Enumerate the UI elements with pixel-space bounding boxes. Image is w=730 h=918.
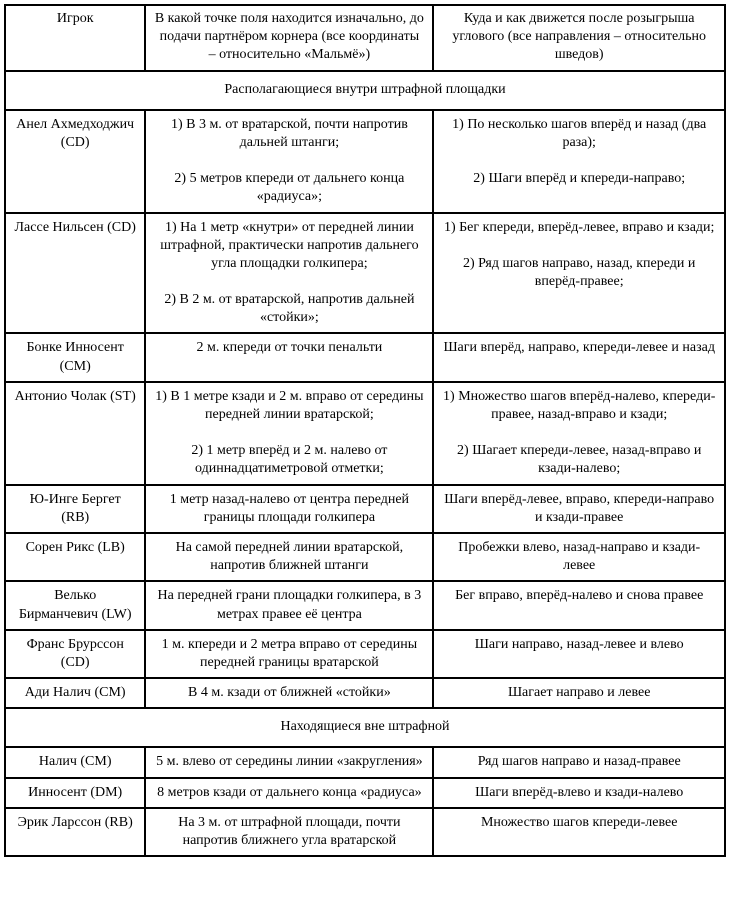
position-cell bbox=[145, 213, 433, 334]
movement-cell bbox=[433, 533, 725, 581]
position-cell bbox=[145, 581, 433, 629]
movement-cell-text: 1) По несколько шагов вперёд и назад (два раза); bbox=[452, 116, 707, 150]
player-cell bbox=[5, 213, 145, 334]
movement-cell bbox=[433, 630, 725, 678]
movement-cell bbox=[433, 333, 725, 381]
corner-kick-positions-table bbox=[4, 4, 726, 857]
table-row bbox=[5, 581, 725, 629]
position-cell bbox=[145, 533, 433, 581]
position-cell-text: 1 м. кпереди и 2 метра вправо от середины передней границы вратарской bbox=[161, 636, 418, 670]
section-title: Находящиеся вне штрафной bbox=[5, 708, 725, 747]
movement-cell-text: Шаги вперёд-левее, вправо, кпереди-направо и кзади-правее bbox=[444, 491, 715, 525]
movement-cell-text: 2) Ряд шагов направо, назад, кпереди и вперёд-правее; bbox=[462, 255, 696, 289]
player-cell bbox=[5, 485, 145, 533]
position-cell bbox=[145, 485, 433, 533]
table-row bbox=[5, 110, 725, 213]
position-cell bbox=[145, 382, 433, 485]
movement-cell-text: Бег вправо, вперёд-налево и снова правее bbox=[455, 588, 704, 604]
player-cell bbox=[5, 808, 145, 856]
position-cell bbox=[145, 747, 433, 777]
position-cell-text: 2) 5 метров кпереди от дальнего конца «радиуса»; bbox=[174, 171, 405, 205]
table-row bbox=[5, 747, 725, 777]
player-cell-text: Велько Бирманчевич (LW) bbox=[18, 588, 132, 622]
player-cell bbox=[5, 581, 145, 629]
movement-cell-text: Шаги направо, назад-левее и влево bbox=[474, 636, 684, 652]
movement-cell-text: Шаги вперёд, направо, кпереди-левее и назад bbox=[443, 340, 715, 356]
table-row bbox=[5, 533, 725, 581]
movement-cell-text: Ряд шагов направо и назад-правее bbox=[477, 754, 681, 770]
movement-cell bbox=[433, 747, 725, 777]
player-cell-text: Инносент (DM) bbox=[28, 784, 123, 800]
position-cell-text: На самой передней линии вратарской, напротив ближней штанги bbox=[175, 539, 404, 574]
position-cell-text: 5 м. влево от середины линии «закругления» bbox=[156, 754, 423, 770]
movement-cell-text: 2) Шагает кпереди-левее, назад-вправо и кзади-налево; bbox=[457, 443, 702, 477]
movement-cell bbox=[433, 485, 725, 533]
player-cell-text: Ади Налич (СМ) bbox=[24, 685, 126, 701]
movement-cell bbox=[433, 581, 725, 629]
player-cell bbox=[5, 630, 145, 678]
player-cell-text: Анел Ахмедходжич (CD) bbox=[16, 116, 135, 150]
position-cell-text: 2) 1 метр вперёд и 2 м. налево от одиннадцатиметровой отметки; bbox=[191, 443, 388, 477]
position-cell-text: 8 метров кзади от дальнего конца «радиуса» bbox=[157, 784, 422, 800]
table-row bbox=[5, 333, 725, 381]
player-cell bbox=[5, 533, 145, 581]
player-cell bbox=[5, 110, 145, 213]
table-row bbox=[5, 382, 725, 485]
table-row bbox=[5, 630, 725, 678]
movement-cell-text: Шаги вперёд-влево и кзади-налево bbox=[475, 784, 684, 800]
movement-cell bbox=[433, 808, 725, 856]
player-cell-text: Франс Брурссон (CD) bbox=[26, 636, 124, 670]
position-cell bbox=[145, 778, 433, 808]
table-row bbox=[5, 485, 725, 533]
player-cell bbox=[5, 382, 145, 485]
position-cell-text: В 4 м. кзади от ближней «стойки» bbox=[188, 685, 391, 701]
table-row bbox=[5, 808, 725, 856]
player-cell-text: Лассе Нильсен (CD) bbox=[14, 219, 136, 235]
header-row bbox=[5, 5, 725, 71]
movement-cell-text: Множество шагов кпереди-левее bbox=[480, 814, 678, 830]
position-cell-text: 1) В 1 метре кзади и 2 м. вправо от середины передней линии вратарской; bbox=[155, 388, 424, 422]
section-row bbox=[5, 708, 725, 747]
position-cell-text: 1) На 1 метр «кнутри» от передней линии штрафной, практически напротив дальнего угла площадки голкипера; bbox=[160, 219, 419, 271]
player-cell-text: Ю-Инге Бергет (RB) bbox=[29, 491, 121, 525]
section-row bbox=[5, 71, 725, 110]
table-row bbox=[5, 778, 725, 808]
player-cell-text: Сорен Рикс (LB) bbox=[25, 539, 125, 555]
position-cell bbox=[145, 630, 433, 678]
movement-cell-text: 2) Шаги вперёд и кпереди-направо; bbox=[473, 171, 686, 187]
position-cell bbox=[145, 808, 433, 856]
movement-cell-text: 1) Бег кпереди, вперёд-левее, вправо и кзади; bbox=[443, 219, 715, 235]
position-cell-text: 1 метр назад-налево от центра передней границы площади голкипера bbox=[169, 491, 410, 525]
position-cell-text: 2 м. кпереди от точки пенальти bbox=[196, 340, 383, 356]
movement-cell bbox=[433, 778, 725, 808]
player-cell-text: Налич (СМ) bbox=[38, 754, 112, 770]
position-cell bbox=[145, 333, 433, 381]
player-cell bbox=[5, 747, 145, 777]
position-cell-text: 2) В 2 м. от вратарской, напротив дальней «стойки»; bbox=[164, 292, 415, 326]
movement-cell-text: Пробежки влево, назад-направо и кзади-левее bbox=[458, 539, 701, 574]
movement-cell bbox=[433, 678, 725, 708]
player-cell bbox=[5, 678, 145, 708]
position-cell-text: На передней грани площадки голкипера, в 3 метрах правее её центра bbox=[157, 588, 422, 622]
player-cell bbox=[5, 778, 145, 808]
col-header-movement: Куда и как движется после розыгрыша углового (все направления – относительно шведов) bbox=[433, 5, 725, 71]
player-cell-text: Эрик Ларссон (RB) bbox=[17, 814, 133, 830]
movement-cell-text: Шагает направо и левее bbox=[507, 685, 651, 701]
position-cell bbox=[145, 110, 433, 213]
player-cell-text: Бонке Инносент (СМ) bbox=[26, 340, 124, 374]
table-row bbox=[5, 213, 725, 334]
player-cell bbox=[5, 333, 145, 381]
section-title: Располагающиеся внутри штрафной площадки bbox=[5, 71, 725, 110]
position-cell-text: На 3 м. от штрафной площади, почти напротив ближнего угла вратарской bbox=[178, 814, 401, 848]
position-cell bbox=[145, 678, 433, 708]
position-cell-text: 1) В 3 м. от вратарской, почти напротив дальней штанги; bbox=[170, 116, 408, 150]
movement-cell bbox=[433, 382, 725, 485]
player-cell-text: Антонио Чолак (ST) bbox=[14, 388, 136, 404]
table-row bbox=[5, 678, 725, 708]
col-header-position: В какой точке поля находится изначально, до подачи партнёром корнера (все координаты – относительно «Мальмё») bbox=[145, 5, 433, 71]
col-header-player: Игрок bbox=[5, 5, 145, 71]
movement-cell bbox=[433, 213, 725, 334]
movement-cell-text: 1) Множество шагов вперёд-налево, кпереди-правее, назад-вправо и кзади; bbox=[443, 388, 716, 422]
movement-cell bbox=[433, 110, 725, 213]
